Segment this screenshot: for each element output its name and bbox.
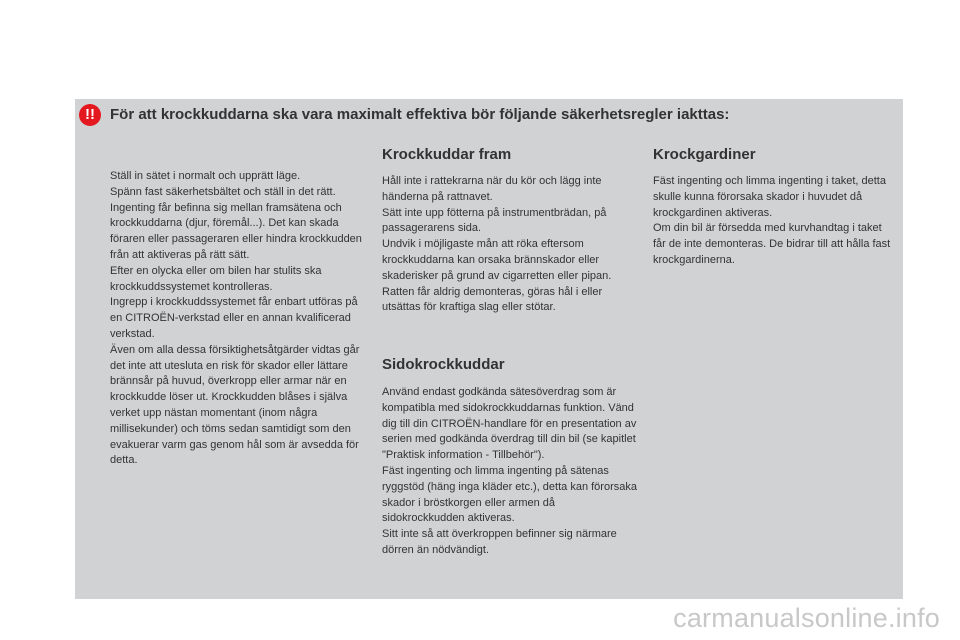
side-airbags-text: Använd endast godkända sätesöverdrag som är kompatibla med sidokrockkuddarnas funktion. Vänd dig till din CITROËN-handlare för en presentation av serien med godkända överdrag till din bil (se kapitlet "Praktisk information - Tillbehör"). Fäst ingenting och limma ingenting på sätenas ryggstöd (häng inga kläder etc.), detta kan förorsaka skador i bröstkorgen eller armen då sidokrockkudden aktiveras. Sitt inte så att överkroppen befinner sig närmare dörren än nödvändigt. xyxy=(382,386,637,556)
curtain-airbags-text: Fäst ingenting och limma ingenting i taket, detta skulle kunna förorsaka skador i huvudet då krockgardinen aktiveras. Om din bil är försedda med kurvhandtag i taket får de inte demonteras. De bidrar till att hålla fast krockgardinerna. xyxy=(653,175,891,266)
side-airbags-heading: Sidokrockkuddar xyxy=(382,356,505,373)
general-rules-column xyxy=(110,169,362,469)
side-airbags-section xyxy=(382,356,638,559)
front-airbags-heading: Krockkuddar fram xyxy=(382,146,512,163)
general-rules-text: Ställ in sätet i normalt och upprätt läge. Spänn fast säkerhetsbältet och ställ in det rätt. Ingenting får befinna sig mellan framsätena och krockkuddarna (djur, föremål...). Det kan skada föraren eller passageraren eller hindra krockkudden från att aktiveras på rätt sätt. Efter en olycka eller om bilen har stulits ska krockkuddssystemet kontrolleras. Ingrepp i krockkuddssystemet får enbart utföras på en CITROËN-verkstad eller en annan kvalificerad verkstad. Även om alla dessa försiktighetsåtgärder vidtas går det inte att utesluta en risk för skador eller lättare brännsår på huvud, överkropp eller armar när en krockkudde löser ut. Krockkudden blåses i själva verket upp nästan momentant (inom några millisekunder) och töms sedan samtidigt som den evakuerar varm gas genom hål som är avsedda för detta. xyxy=(110,170,362,467)
page-title: För att krockkuddarna ska vara maximalt effektiva bör följande säkerhetsregler iakttas: xyxy=(110,106,730,123)
front-airbags-text: Håll inte i rattekrarna när du kör och lägg inte händerna på rattnavet. Sätt inte upp fötterna på instrumentbrädan, på passagerarens sida. Undvik i möjligaste mån att röka eftersom krockkuddarna kan orsaka brännskador eller skaderisker på grund av cigarretten eller pipan. Ratten får aldrig demonteras, göras hål i eller utsättas för kraftiga slag eller stötar. xyxy=(382,175,612,314)
curtain-airbags-section xyxy=(653,146,893,269)
site-watermark[interactable]: carmanualsonline.info xyxy=(673,603,940,633)
exclamation-warning-icon xyxy=(79,104,101,126)
warning-glyph: !! xyxy=(85,106,95,123)
curtain-airbags-heading: Krockgardiner xyxy=(653,146,756,163)
front-airbags-section xyxy=(382,146,638,316)
